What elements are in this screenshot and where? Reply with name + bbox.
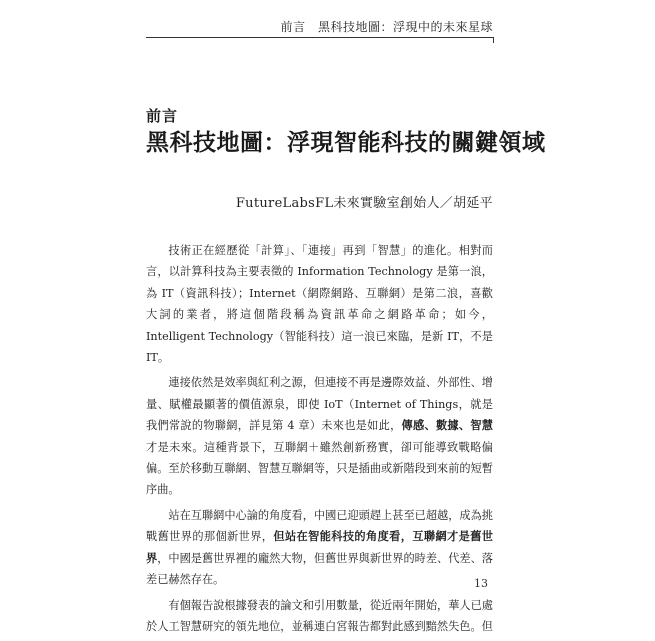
paragraph-2	[146, 372, 493, 500]
header-rule-tick	[493, 37, 494, 43]
body-text	[146, 240, 493, 641]
paragraph-2-emphasis: 傳感、數據、智慧	[401, 418, 493, 433]
chapter-label: 前言	[146, 107, 179, 125]
author-byline: FutureLabsFL未來實驗室創始人／胡延平	[235, 196, 493, 211]
chapter-title: 黑科技地圖：浮現智能科技的關鍵領域	[146, 129, 546, 156]
paragraph-3	[146, 505, 493, 591]
paragraph-2-text-b: 才是未來。這種背景下，互聯網＋雖然創新務實，卻可能導致戰略偏偏。至於移動互聯網、智慧互聯網等，只是插曲或新階段到來前的短暫序曲。	[146, 440, 493, 497]
running-header	[281, 18, 493, 35]
paragraph-3-text-b: ，中國是舊世界裡的龐然大物，但舊世界與新世界的時差、代差、落差已赫然存在。	[146, 551, 493, 587]
paragraph-4: 有個報告說根據發表的論文和引用數量，從近兩年開始，華人已處於人工智慧研究的領先地位，並稱連白宮報告都對此感到黯然失色。但	[146, 598, 493, 633]
paragraph-3-emphasis: 但站在智能科技的角度看，互聯網才是舊世界	[146, 529, 493, 565]
page-number: 13	[474, 577, 488, 590]
running-header-label: 前言	[280, 20, 306, 34]
paragraph-2-text-a: 連接依然是效率與紅利之源，但連接不再是邊際效益、外部性、增量、賦權最顯著的價值源泉，即使 IoT（Internet of Things，就是我們常說的物聯網，詳見第 4 章）未來也是如此，	[146, 376, 493, 433]
header-rule	[146, 37, 493, 38]
paragraph-1: 技術正在經歷從「計算」、「連接」再到「智慧」的進化。相對而言，以計算科技為主要表徵的 Information Technology 是第一浪，為 IT（資訊科技）；Internet（網際網路、互聯網）是第二浪，喜歡大詞的業者，將這個階段稱為資訊革命之網路革命；如今，Intelligent Technology（智能科技）這一浪已來臨，是新 IT，不是 IT。	[146, 244, 493, 365]
running-header-title: 黑科技地圖：浮現中的未來星球	[317, 20, 493, 34]
paragraph-3-text-a: 站在互聯網中心論的角度看，中國已迎頭趕上甚至已超越，成為挑戰舊世界的那個新世界，	[146, 508, 493, 544]
